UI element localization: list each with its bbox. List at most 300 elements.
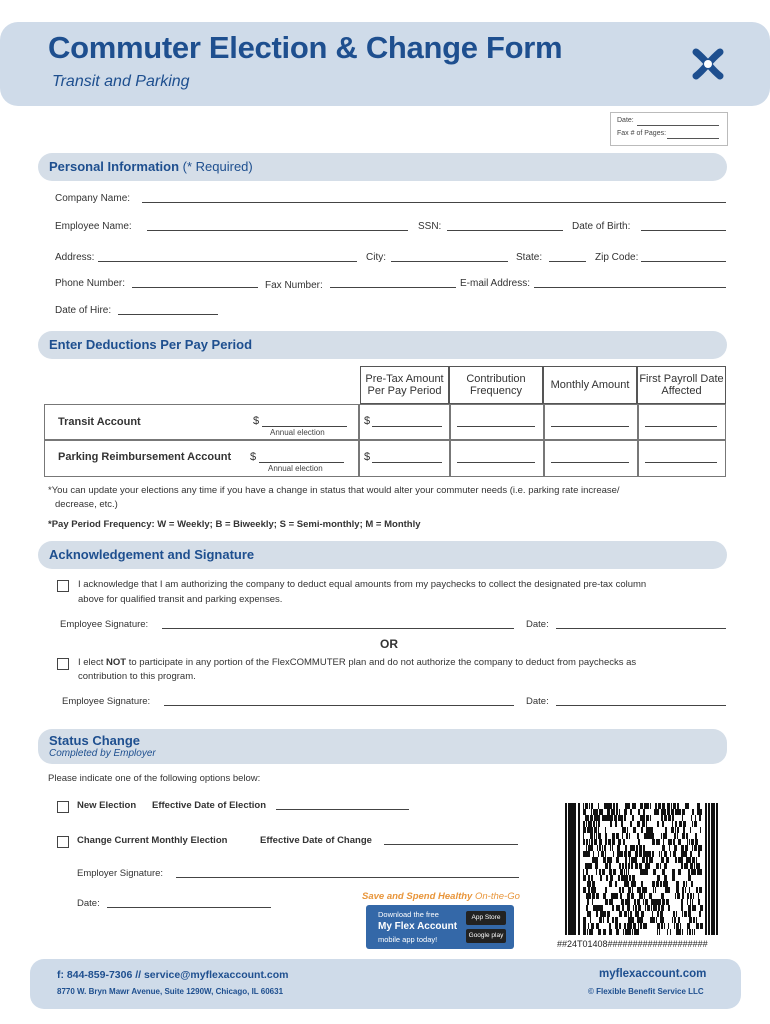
- employee-signature-field[interactable]: [162, 628, 514, 629]
- barcode-bar: [653, 887, 654, 893]
- barcode-bar: [626, 833, 628, 839]
- barcode-bar: [641, 911, 644, 917]
- ssn-label: SSN:: [418, 221, 442, 232]
- barcode-bar: [594, 833, 595, 839]
- barcode-bar: [586, 869, 588, 875]
- barcode-bar: [646, 827, 647, 833]
- barcode-bar: [662, 899, 665, 905]
- barcode-bar: [673, 803, 676, 809]
- barcode-bar: [636, 845, 638, 851]
- barcode-bar: [600, 911, 601, 917]
- annual-election-label: Annual election: [270, 428, 325, 437]
- barcode-bar: [700, 845, 702, 851]
- barcode-bar: [683, 881, 685, 887]
- barcode-bar: [627, 881, 628, 887]
- barcode-bar: [666, 833, 667, 839]
- barcode-bar: [661, 857, 664, 863]
- or-divider: OR: [380, 637, 398, 651]
- barcode-bar: [587, 827, 590, 833]
- barcode-bar: [597, 809, 598, 815]
- barcode-bar: [638, 929, 639, 935]
- barcode-bar: [652, 827, 653, 833]
- barcode-bar: [636, 863, 638, 869]
- barcode-bar: [585, 929, 586, 935]
- barcode-bar: [592, 857, 595, 863]
- barcode-bar: [618, 839, 621, 845]
- table-cell: [544, 404, 638, 440]
- city-field[interactable]: [391, 261, 508, 262]
- header-monthly: Monthly Amount: [543, 366, 637, 404]
- barcode-bar: [618, 815, 619, 821]
- phone-field[interactable]: [132, 287, 258, 288]
- ssn-field[interactable]: [447, 230, 563, 231]
- barcode-bar: [692, 899, 693, 905]
- footer-contact: f: 844-859-7306 // service@myflexaccount.com: [57, 969, 289, 981]
- barcode-bar: [619, 887, 621, 893]
- barcode-bar: [597, 845, 598, 851]
- barcode-bar: [638, 923, 639, 929]
- effective-election-field[interactable]: [276, 809, 409, 810]
- barcode-bar: [622, 827, 624, 833]
- barcode-bar: [650, 827, 652, 833]
- barcode-bar: [616, 809, 618, 815]
- barcode-bar: [630, 911, 632, 917]
- barcode-bar: [684, 911, 687, 917]
- barcode-bar: [627, 827, 628, 833]
- barcode-bar: [609, 929, 612, 935]
- barcode-bar: [684, 833, 685, 839]
- barcode-bar: [574, 803, 576, 935]
- barcode-bar: [694, 929, 695, 935]
- barcode-bar: [642, 815, 645, 821]
- barcode-bar: [628, 887, 631, 893]
- state-field[interactable]: [549, 261, 586, 262]
- barcode-bar: [698, 845, 700, 851]
- barcode-bar: [671, 809, 673, 815]
- barcode-bar: [675, 821, 677, 827]
- barcode-bar: [656, 839, 659, 845]
- barcode-bar: [699, 887, 700, 893]
- date-label: Date:: [617, 117, 634, 124]
- barcode-bar: [612, 845, 613, 851]
- state-label: State:: [516, 252, 543, 263]
- barcode-bar: [640, 923, 642, 929]
- barcode-bar: [651, 857, 653, 863]
- section-status-title: Status Change: [49, 733, 141, 748]
- barcode-bar: [654, 809, 657, 815]
- barcode-bar: [695, 833, 697, 839]
- barcode-bar: [638, 839, 640, 845]
- barcode-bar: [607, 857, 609, 863]
- barcode-bar: [657, 911, 659, 917]
- barcode-bar: [603, 857, 606, 863]
- company-name-label: Company Name:: [55, 193, 131, 204]
- barcode-bar: [578, 803, 580, 935]
- effective-change-field[interactable]: [384, 844, 518, 845]
- barcode-bar: [632, 881, 633, 887]
- barcode-bar: [615, 893, 616, 899]
- update-note: *You can update your elections any time if you have a change in status that would alter your commuter needs (i.e. parking rate increase/: [48, 485, 620, 496]
- change-election-checkbox[interactable]: [57, 836, 69, 848]
- barcode-bar: [661, 809, 663, 815]
- barcode-bar: [663, 809, 666, 815]
- barcode-bar: [604, 803, 606, 809]
- barcode-bar: [628, 869, 629, 875]
- barcode-bar: [572, 803, 574, 935]
- barcode-bar: [713, 803, 715, 935]
- email-field[interactable]: [534, 287, 726, 288]
- footer-site-link[interactable]: myflexaccount.com: [599, 968, 707, 980]
- barcode-bar: [587, 851, 590, 857]
- employer-signature-field[interactable]: [176, 877, 519, 878]
- barcode-bar: [606, 875, 608, 881]
- barcode-bar: [609, 899, 612, 905]
- barcode-bar: [682, 887, 684, 893]
- barcode-bar: [642, 869, 645, 875]
- barcode-bar: [639, 845, 641, 851]
- table-cell: [450, 440, 544, 477]
- barcode-bar: [694, 869, 696, 875]
- zip-field[interactable]: [641, 261, 726, 262]
- barcode-bar: [628, 851, 631, 857]
- barcode-bar: [692, 845, 693, 851]
- barcode-bar: [685, 863, 688, 869]
- employer-date-label: Date:: [77, 898, 100, 909]
- barcode-bar: [592, 881, 595, 887]
- barcode-bar: [640, 803, 643, 809]
- parking-pretax-field[interactable]: [372, 462, 442, 463]
- barcode-bar: [657, 821, 659, 827]
- barcode-bar: [664, 815, 667, 821]
- barcode-bar: [588, 821, 591, 827]
- barcode-bar: [635, 929, 638, 935]
- barcode-bar: [583, 923, 584, 929]
- transit-monthly-field[interactable]: [551, 426, 629, 427]
- barcode-bar: [603, 893, 606, 899]
- barcode-bar: [682, 833, 684, 839]
- barcode-bar: [623, 875, 625, 881]
- barcode-bar: [639, 887, 641, 893]
- barcode-bar: [610, 845, 611, 851]
- barcode-bar: [618, 905, 620, 911]
- barcode-bar: [583, 917, 586, 923]
- barcode-bar: [674, 917, 676, 923]
- parking-annual-field[interactable]: [259, 462, 344, 463]
- barcode-bar: [598, 803, 599, 809]
- barcode-bar: [599, 809, 600, 815]
- barcode-bar: [612, 905, 614, 911]
- barcode-bar: [673, 809, 674, 815]
- barcode-bar: [627, 905, 629, 911]
- barcode-bar: [684, 851, 687, 857]
- barcode-bar: [585, 815, 588, 821]
- barcode-bar: [645, 851, 648, 857]
- barcode-bar: [605, 899, 608, 905]
- barcode-bar: [625, 863, 627, 869]
- barcode-bar: [661, 815, 662, 821]
- barcode-bar: [593, 905, 596, 911]
- barcode-bar: [626, 911, 627, 917]
- barcode-bar: [610, 821, 612, 827]
- barcode-bar: [682, 893, 684, 899]
- date-field[interactable]: [637, 125, 719, 126]
- barcode-bar: [629, 857, 630, 863]
- barcode-bar: [689, 875, 691, 881]
- signature-date-field[interactable]: [556, 628, 726, 629]
- barcode-bar: [637, 833, 639, 839]
- barcode-bar: [708, 803, 710, 935]
- barcode-bar: [692, 929, 693, 935]
- barcode-bar: [605, 863, 608, 869]
- barcode-bar: [658, 899, 661, 905]
- fax-pages-field[interactable]: [667, 138, 719, 139]
- app-store-badge[interactable]: App Store: [466, 911, 506, 925]
- barcode-bar: [677, 833, 678, 839]
- footer-band: [30, 959, 741, 1009]
- company-name-field[interactable]: [142, 202, 726, 203]
- transit-annual-field[interactable]: [262, 426, 347, 427]
- barcode-bar: [629, 833, 630, 839]
- transit-pretax-field[interactable]: [372, 426, 442, 427]
- barcode-bar: [612, 899, 613, 905]
- barcode-bar: [610, 869, 612, 875]
- barcode-bar: [660, 863, 661, 869]
- barcode-bar: [665, 881, 668, 887]
- employee-signature-field-2[interactable]: [164, 705, 514, 706]
- barcode-bar: [662, 815, 663, 821]
- barcode-bar: [609, 863, 611, 869]
- barcode-bar: [604, 815, 607, 821]
- form-title: Commuter Election & Change Form: [48, 30, 563, 65]
- barcode-bar: [689, 917, 692, 923]
- barcode-bar: [662, 803, 665, 809]
- barcode-bar: [679, 869, 681, 875]
- barcode-bar: [696, 917, 697, 923]
- barcode-bar: [688, 911, 689, 917]
- barcode-bar: [699, 803, 700, 809]
- barcode-bar: [679, 917, 680, 923]
- barcode-bar: [695, 845, 697, 851]
- barcode-bar: [627, 893, 630, 899]
- barcode-bar: [624, 809, 627, 815]
- parking-frequency-field[interactable]: [457, 462, 535, 463]
- barcode-bar: [681, 863, 683, 869]
- fax-field[interactable]: [330, 287, 456, 288]
- barcode-bar: [632, 803, 635, 809]
- barcode-bar: [670, 851, 671, 857]
- transit-first-payroll-field[interactable]: [645, 426, 717, 427]
- barcode-bar: [682, 809, 685, 815]
- barcode-bar: [611, 809, 614, 815]
- dob-field[interactable]: [641, 230, 726, 231]
- barcode-bar: [676, 881, 679, 887]
- barcode-bar: [609, 857, 610, 863]
- new-election-label: New Election: [77, 800, 137, 811]
- acknowledge-text-cont: above for qualified transit and parking expenses.: [78, 594, 283, 605]
- barcode-bar: [660, 917, 661, 923]
- barcode-bar: [676, 857, 677, 863]
- barcode-bar: [681, 905, 683, 911]
- fax-label: Fax Number:: [265, 280, 323, 291]
- barcode-bar: [635, 863, 636, 869]
- barcode-bar: [589, 839, 590, 845]
- barcode-bar: [602, 845, 603, 851]
- barcode-bar: [686, 881, 687, 887]
- barcode-bar: [634, 857, 636, 863]
- barcode-text: ##24T01408####################: [557, 939, 708, 949]
- barcode-bar: [690, 863, 693, 869]
- barcode-bar: [691, 839, 694, 845]
- barcode-bar: [625, 803, 628, 809]
- barcode-bar: [653, 905, 654, 911]
- barcode-bar: [656, 917, 657, 923]
- barcode-bar: [593, 851, 594, 857]
- fax-date-box: [610, 112, 728, 146]
- barcode-bar: [618, 851, 621, 857]
- hire-date-field[interactable]: [118, 314, 218, 315]
- barcode-bar: [678, 857, 681, 863]
- barcode-bar: [597, 911, 598, 917]
- barcode-bar: [613, 803, 614, 809]
- barcode-bar: [608, 839, 611, 845]
- barcode-bar: [605, 887, 607, 893]
- barcode-bar: [598, 893, 599, 899]
- barcode-bar: [627, 899, 630, 905]
- barcode-bar: [634, 899, 636, 905]
- barcode-bar: [650, 893, 652, 899]
- app-promo-badge[interactable]: [366, 905, 514, 949]
- barcode-bar: [615, 923, 618, 929]
- barcode-bar: [596, 911, 597, 917]
- barcode-bar: [692, 809, 694, 815]
- parking-monthly-field[interactable]: [551, 462, 629, 463]
- barcode-bar: [691, 815, 692, 821]
- address-field[interactable]: [98, 261, 357, 262]
- barcode-bar: [655, 899, 658, 905]
- barcode-bar: [616, 833, 619, 839]
- barcode-bar: [584, 851, 587, 857]
- barcode-bar: [614, 869, 615, 875]
- barcode-bar: [632, 887, 633, 893]
- barcode-bar: [591, 839, 593, 845]
- barcode-bar: [691, 869, 693, 875]
- barcode-bar: [628, 923, 630, 929]
- barcode-bar: [692, 857, 695, 863]
- barcode-bar: [596, 821, 597, 827]
- barcode-bar: [619, 863, 621, 869]
- barcode-bar: [630, 923, 632, 929]
- promo-headline: [362, 891, 520, 902]
- transit-frequency-field[interactable]: [457, 426, 535, 427]
- barcode-bar: [661, 893, 664, 899]
- barcode-bar: [586, 845, 587, 851]
- barcode-bar: [584, 923, 586, 929]
- barcode-bar: [698, 851, 700, 857]
- barcode-bar: [700, 905, 703, 911]
- hire-date-label: Date of Hire:: [55, 305, 112, 316]
- barcode-bar: [689, 911, 691, 917]
- effective-change-label: Effective Date of Change: [260, 835, 372, 846]
- parking-first-payroll-field[interactable]: [645, 462, 717, 463]
- barcode-bar: [644, 893, 645, 899]
- section-ack-title: Acknowledgement and Signature: [49, 547, 255, 562]
- barcode-bar: [656, 863, 659, 869]
- barcode-bar: [591, 887, 593, 893]
- barcode-bar: [601, 905, 602, 911]
- barcode-bar: [583, 833, 584, 839]
- acknowledge-checkbox[interactable]: [57, 580, 69, 592]
- barcode-bar: [645, 833, 648, 839]
- barcode-bar: [616, 929, 619, 935]
- barcode-bar: [667, 929, 668, 935]
- barcode-bar: [637, 917, 640, 923]
- table-cell: [544, 440, 638, 477]
- barcode-bar: [600, 809, 603, 815]
- barcode-bar: [681, 857, 683, 863]
- barcode-bar: [624, 827, 626, 833]
- barcode-bar: [681, 899, 683, 905]
- barcode-bar: [678, 917, 679, 923]
- barcode-bar: [668, 815, 669, 821]
- barcode-bar: [619, 815, 621, 821]
- employee-name-field[interactable]: [147, 230, 408, 231]
- barcode-bar: [587, 881, 590, 887]
- pdf417-barcode: [565, 803, 719, 935]
- form-subtitle: Transit and Parking: [52, 73, 190, 90]
- barcode-bar: [700, 923, 703, 929]
- barcode-bar: [587, 929, 588, 935]
- barcode-bar: [631, 881, 632, 887]
- barcode-bar: [592, 899, 593, 905]
- barcode-bar: [666, 899, 669, 905]
- barcode-bar: [671, 827, 674, 833]
- table-cell: [638, 440, 726, 477]
- barcode-bar: [691, 881, 693, 887]
- barcode-bar: [657, 929, 658, 935]
- barcode-bar: [662, 869, 665, 875]
- barcode-bar: [622, 863, 624, 869]
- barcode-bar: [651, 833, 654, 839]
- dob-label: Date of Birth:: [572, 221, 631, 232]
- new-election-checkbox[interactable]: [57, 801, 69, 813]
- barcode-bar: [630, 809, 632, 815]
- barcode-bar: [626, 869, 627, 875]
- barcode-bar: [652, 917, 655, 923]
- barcode-bar: [638, 905, 641, 911]
- barcode-bar: [628, 881, 629, 887]
- barcode-bar: [599, 845, 601, 851]
- barcode-bar: [668, 887, 670, 893]
- barcode-bar: [621, 875, 623, 881]
- barcode-bar: [607, 815, 610, 821]
- barcode-bar: [568, 803, 570, 935]
- barcode-bar: [677, 803, 679, 809]
- signature-date-field-2[interactable]: [556, 705, 726, 706]
- decline-checkbox[interactable]: [57, 658, 69, 670]
- barcode-bar: [637, 899, 640, 905]
- barcode-bar: [637, 851, 638, 857]
- barcode-bar: [633, 905, 634, 911]
- barcode-bar: [625, 929, 628, 935]
- barcode-bar: [613, 851, 614, 857]
- signature-date-label: Date:: [526, 619, 549, 630]
- barcode-bar: [643, 923, 645, 929]
- barcode-bar: [669, 839, 672, 845]
- google-play-badge[interactable]: Google play: [466, 929, 506, 943]
- barcode-bar: [699, 815, 701, 821]
- barcode-bar: [605, 833, 607, 839]
- employer-date-field[interactable]: [107, 907, 271, 908]
